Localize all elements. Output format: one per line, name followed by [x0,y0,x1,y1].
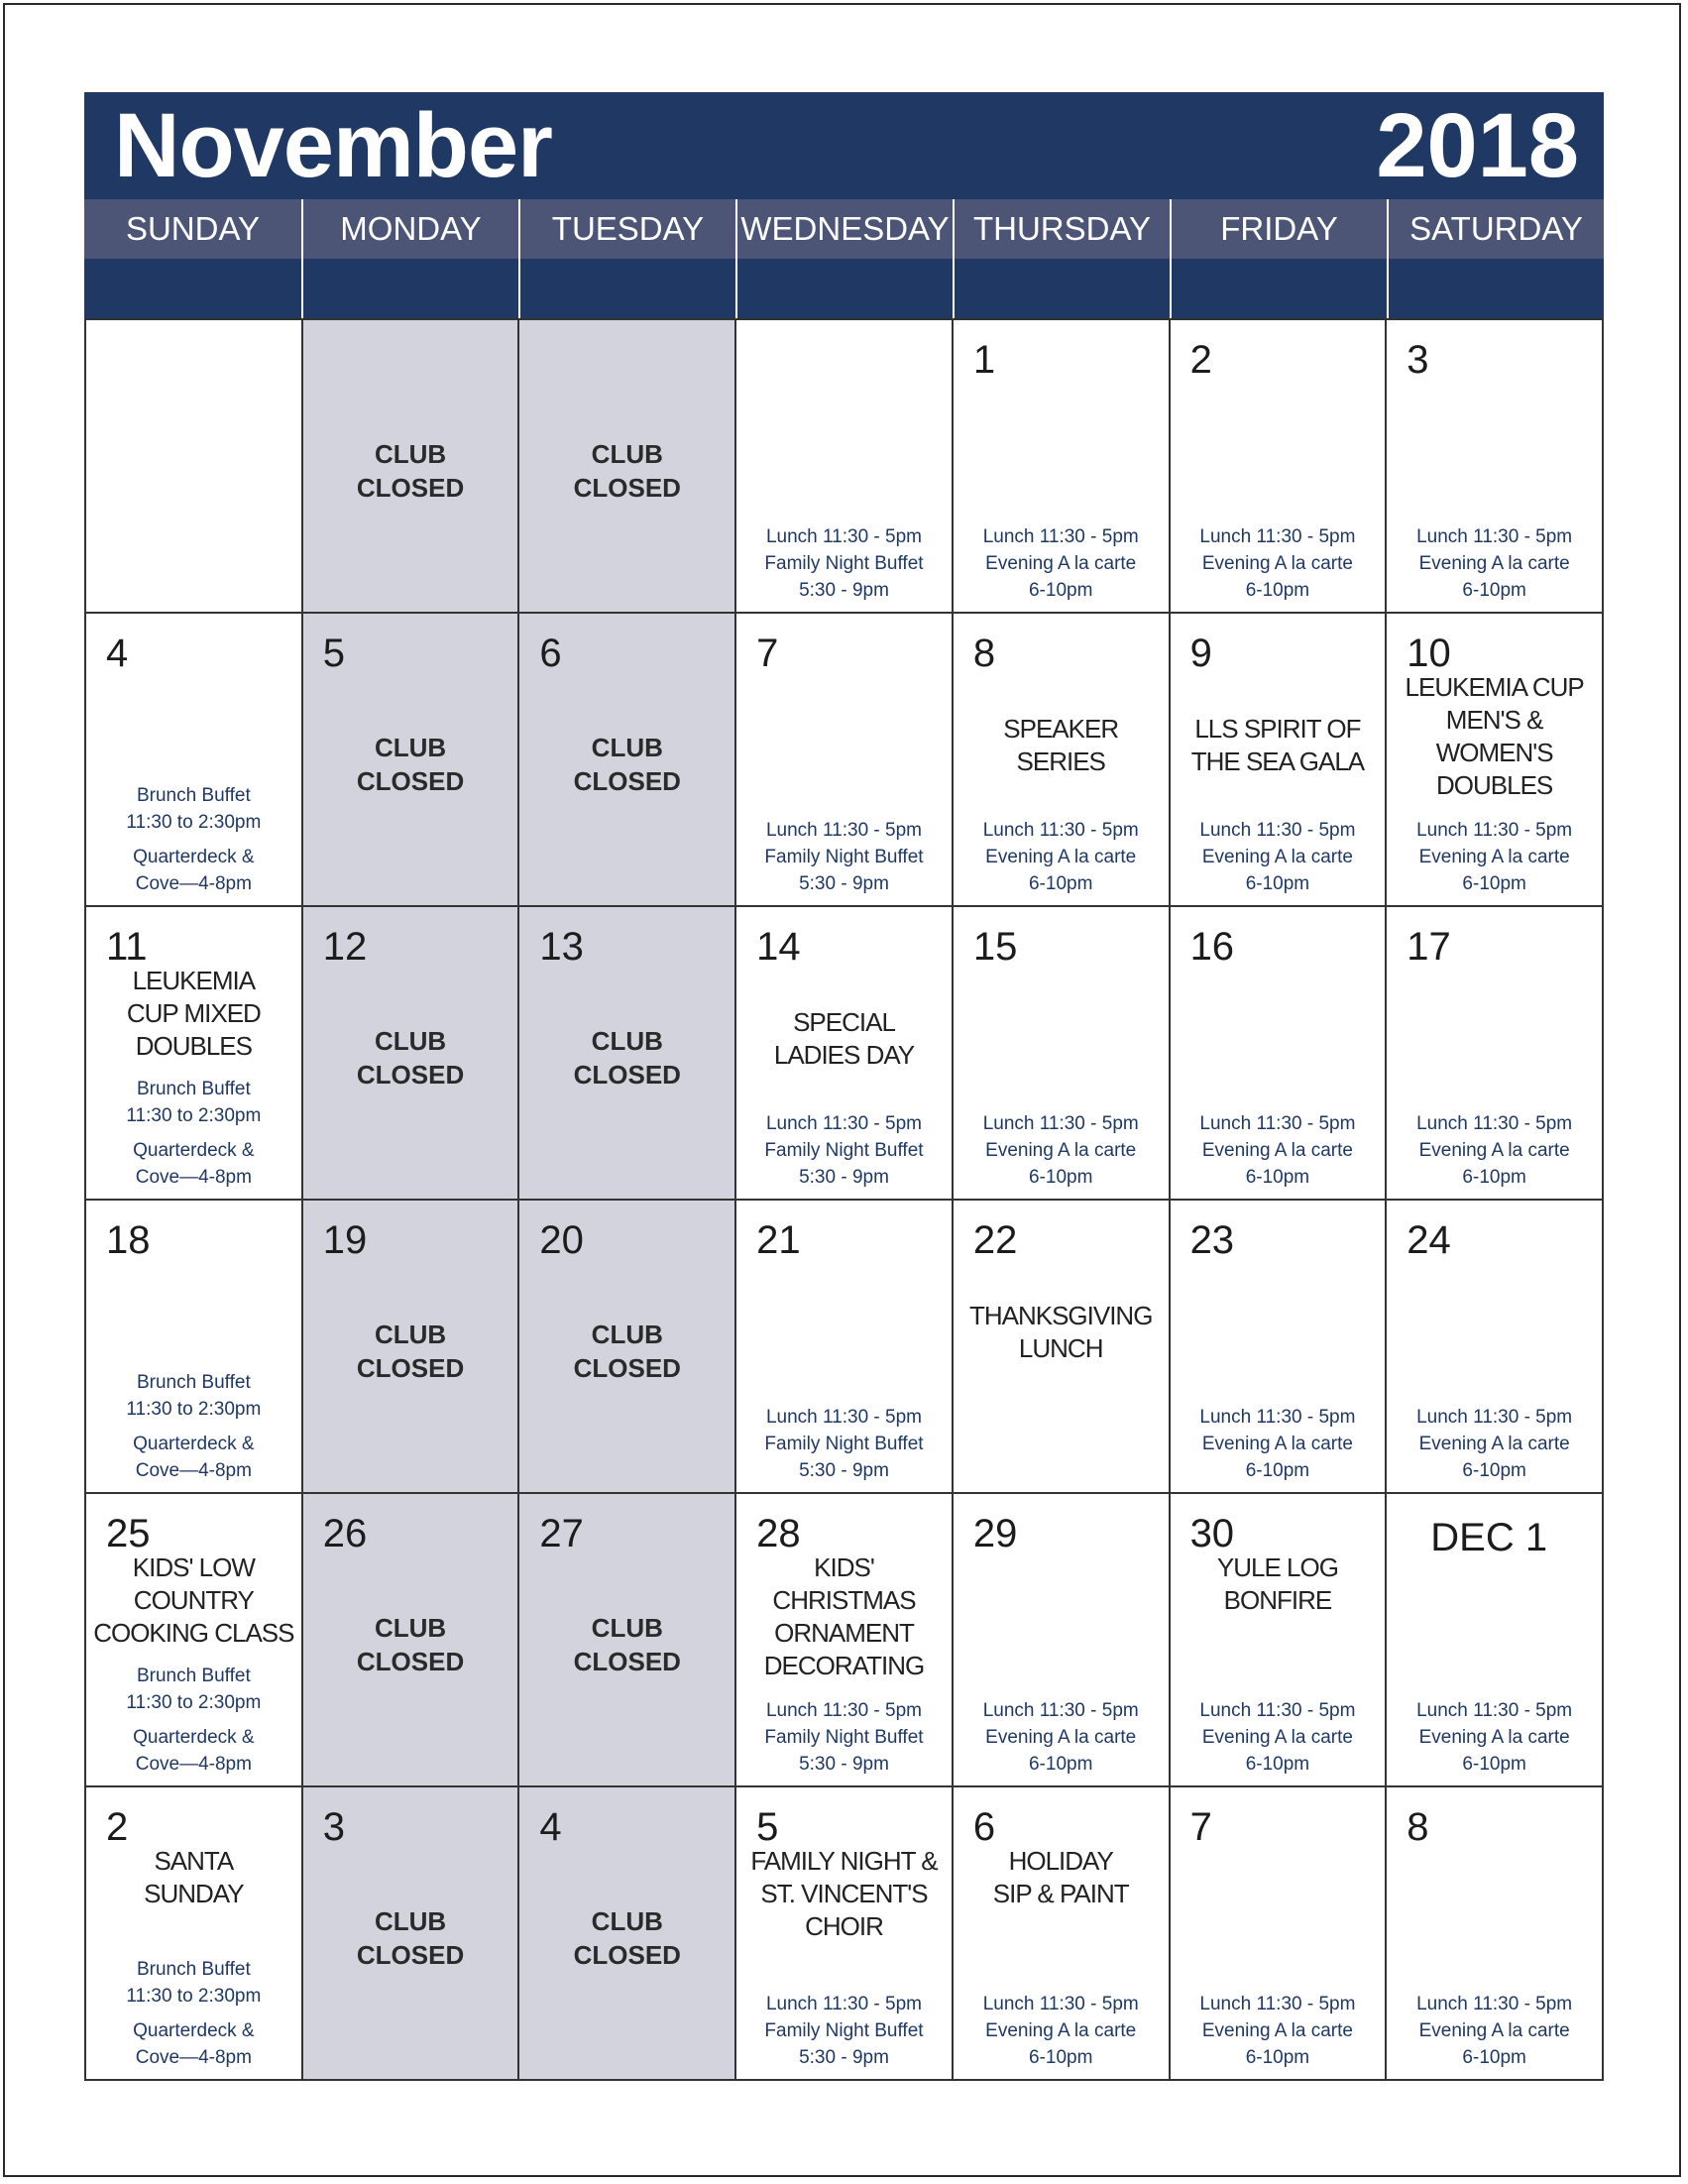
day-cell[interactable] [736,320,954,614]
day-cell[interactable] [1171,907,1388,1201]
hours-line: Lunch 11:30 - 5pm [982,820,1139,841]
day-cell[interactable] [954,614,1171,907]
event-title [954,713,1169,778]
event-title [86,965,301,1063]
hours-line: 6-10pm [1462,1460,1526,1481]
hours-line: Family Night Buffet [764,553,924,574]
day-cell[interactable] [303,907,520,1201]
day-number: 22 [972,1218,1018,1262]
hours-line: Brunch Buffet [136,1959,251,1980]
day-cell[interactable] [303,1787,520,2081]
hours-line: Evening A la carte [985,847,1137,867]
spacer [86,1423,301,1431]
day-cell[interactable] [303,320,520,614]
dining-hours [86,1369,301,1484]
weekday-friday: FRIDAY [1170,199,1387,259]
event-line: ST. VINCENT'S [760,1879,928,1908]
hours-line: 6-10pm [1245,2047,1310,2068]
day-cell[interactable] [1387,1787,1604,2081]
day-cell[interactable] [303,1201,520,1494]
weekday-wednesday: WEDNESDAY [735,199,953,259]
hours-line: Evening A la carte [1201,553,1353,574]
event-line: DECORATING [763,1651,925,1680]
hours-line: 5:30 - 9pm [799,1460,889,1481]
day-cell[interactable] [86,320,303,614]
hours-line: Cove—4-8pm [135,1460,252,1481]
hours-line: Family Night Buffet [764,847,924,867]
club-closed-label [519,1318,734,1385]
event-title [1171,713,1386,778]
day-cell[interactable] [86,907,303,1201]
calendar [84,92,1604,2081]
day-cell[interactable] [1387,907,1604,1201]
day-cell[interactable] [736,1787,954,2081]
day-number: 24 [1407,1218,1451,1262]
closed-line: CLUB [591,1613,663,1643]
event-title [86,1552,301,1650]
hours-line: Brunch Buffet [136,1666,251,1686]
hours-line: Lunch 11:30 - 5pm [765,1700,922,1721]
day-number: 21 [756,1218,801,1262]
event-line: SIP & PAINT [992,1879,1129,1908]
hours-line: 6-10pm [1245,580,1310,601]
hours-line: 6-10pm [1028,1754,1093,1775]
hours-line: Lunch 11:30 - 5pm [1199,820,1356,841]
club-closed-label [519,1611,734,1678]
day-cell[interactable] [1171,320,1388,614]
closed-line: CLOSED [573,1940,681,1970]
day-number: 28 [756,1512,801,1555]
hours-line: 11:30 to 2:30pm [126,812,262,833]
hours-line: Lunch 11:30 - 5pm [765,820,922,841]
day-cell[interactable] [736,614,954,907]
dining-hours [1387,1110,1602,1191]
closed-line: CLUB [591,1026,663,1056]
closed-line: CLOSED [356,1060,465,1090]
hours-line: Lunch 11:30 - 5pm [1199,526,1356,547]
hours-line: Lunch 11:30 - 5pm [982,1113,1139,1134]
club-closed-label [303,1904,518,1972]
day-number: 10 [1407,632,1451,675]
dining-hours [86,1956,301,2071]
dining-hours [1171,1110,1386,1191]
hours-line: 6-10pm [1028,1167,1093,1188]
hours-line: Cove—4-8pm [135,2047,252,2068]
hours-line: 11:30 to 2:30pm [126,1105,262,1126]
event-line: YULE LOG [1216,1552,1338,1582]
dining-hours [736,1110,952,1191]
dining-hours [1387,1991,1602,2071]
event-line: THE SEA GALA [1190,747,1365,776]
event-title [736,1552,952,1682]
hours-line: 5:30 - 9pm [799,873,889,894]
hours-line: Family Night Buffet [764,1434,924,1454]
weekday-saturday: SATURDAY [1387,199,1604,259]
calendar-header [84,92,1604,199]
closed-line: CLUB [591,439,663,469]
event-line: SERIES [1016,747,1105,776]
hours-line: Brunch Buffet [136,1372,251,1393]
hours-line: 11:30 to 2:30pm [126,1399,262,1420]
day-cell[interactable] [1171,614,1388,907]
closed-line: CLOSED [573,1353,681,1383]
closed-line: CLOSED [573,473,681,503]
day-cell[interactable] [519,1201,736,1494]
hours-line: Evening A la carte [1201,2020,1353,2041]
dining-hours [1171,817,1386,897]
day-number: 18 [106,1218,151,1262]
hours-line: Lunch 11:30 - 5pm [982,1700,1139,1721]
day-number: 8 [1407,1805,1429,1849]
dining-hours [954,1991,1169,2071]
day-cell[interactable] [1387,1494,1604,1787]
event-line: COOKING CLASS [93,1618,294,1648]
closed-line: CLOSED [573,766,681,796]
weekday-thursday: THURSDAY [953,199,1170,259]
closed-line: CLUB [374,733,447,762]
hours-line: 6-10pm [1245,873,1310,894]
hours-line: 11:30 to 2:30pm [126,1986,262,2007]
hours-line: Lunch 11:30 - 5pm [1416,1407,1573,1428]
hours-line: Lunch 11:30 - 5pm [982,1994,1139,2014]
dining-hours [1387,1404,1602,1484]
hours-line: Lunch 11:30 - 5pm [765,1407,922,1428]
hours-line: Evening A la carte [1418,2020,1570,2041]
weekday-sunday: SUNDAY [125,210,261,247]
day-cell[interactable] [736,1494,954,1787]
club-closed-label [519,437,734,505]
closed-line: CLOSED [356,1647,465,1676]
event-line: CUP MIXED [126,998,261,1028]
day-cell[interactable] [1171,1201,1388,1494]
club-closed-label [303,437,518,505]
day-number: 15 [972,925,1018,969]
dining-hours [954,1110,1169,1191]
day-cell[interactable] [519,1787,736,2081]
hours-line: Lunch 11:30 - 5pm [1416,526,1573,547]
closed-line: CLOSED [573,1647,681,1676]
event-line: KIDS' [814,1552,874,1582]
event-line: LEUKEMIA [132,966,256,995]
day-number: 19 [322,1218,368,1262]
club-closed-label [303,731,518,798]
day-number: 2 [1189,338,1212,382]
dining-hours [954,817,1169,897]
day-cell[interactable] [86,1494,303,1787]
hours-line: Lunch 11:30 - 5pm [1416,1700,1573,1721]
day-number: 16 [1189,925,1235,969]
event-line: LUNCH [1018,1333,1103,1363]
event-line: COUNTRY [133,1585,254,1615]
closed-line: CLOSED [356,766,465,796]
hours-line: Evening A la carte [985,1140,1137,1161]
dining-hours [736,1404,952,1484]
hours-line: 6-10pm [1028,2047,1093,2068]
hours-line: Quarterdeck & [133,1434,255,1454]
dining-hours [1387,817,1602,897]
hours-line: 6-10pm [1462,580,1526,601]
event-line: SPEAKER [1003,714,1119,744]
hours-line: Lunch 11:30 - 5pm [1199,1700,1356,1721]
event-line: CHRISTMAS [772,1585,916,1615]
hours-line: 6-10pm [1028,580,1093,601]
closed-line: CLUB [591,733,663,762]
dining-hours [1387,523,1602,604]
hours-line: Evening A la carte [1418,1727,1570,1748]
dining-hours [86,1663,301,1778]
hours-line: 6-10pm [1245,1460,1310,1481]
day-number: 5 [322,632,345,675]
day-cell[interactable] [519,320,736,614]
hours-line: Family Night Buffet [764,2020,924,2041]
day-number: DEC 1 [1430,1516,1548,1559]
event-line: DOUBLES [135,1031,252,1061]
hours-line: Cove—4-8pm [135,1167,252,1188]
closed-line: CLUB [374,439,447,469]
day-cell[interactable] [736,907,954,1201]
day-cell[interactable] [954,907,1171,1201]
day-number: 1 [972,338,996,382]
hours-line: Quarterdeck & [133,1727,255,1748]
event-line: FAMILY NIGHT & [750,1846,938,1876]
day-number: 20 [539,1218,584,1262]
calendar-grid [84,318,1604,2081]
day-number: 7 [756,632,779,675]
hours-line: 6-10pm [1028,873,1093,894]
day-cell[interactable] [519,907,736,1201]
dining-hours [736,523,952,604]
dining-hours [1171,523,1386,604]
day-cell[interactable] [954,1787,1171,2081]
day-number: 12 [322,925,368,969]
dining-hours [86,1076,301,1191]
hours-line: Lunch 11:30 - 5pm [1199,1994,1356,2014]
hours-line: Lunch 11:30 - 5pm [1199,1407,1356,1428]
hours-line: Evening A la carte [1418,1434,1570,1454]
hours-line: Brunch Buffet [136,785,251,806]
event-line: MEN'S & [1445,705,1543,735]
event-title [736,1845,952,1943]
year-title: 2018 [1376,95,1579,196]
dining-hours [1171,1697,1386,1778]
hours-line: 5:30 - 9pm [799,1754,889,1775]
day-cell[interactable] [954,1201,1171,1494]
closed-line: CLUB [374,1320,447,1349]
day-cell[interactable] [86,614,303,907]
spacer [86,836,301,844]
hours-line: Lunch 11:30 - 5pm [1199,1113,1356,1134]
hours-line: Cove—4-8pm [135,1754,252,1775]
day-cell[interactable] [519,1494,736,1787]
closed-line: CLOSED [356,1940,465,1970]
day-number: 23 [1189,1218,1235,1262]
hours-line: Evening A la carte [1201,1140,1353,1161]
month-title: November [114,95,552,196]
dining-hours [736,817,952,897]
hours-line: Quarterdeck & [133,847,255,867]
day-number: 25 [106,1512,151,1555]
day-number: 7 [1189,1805,1212,1849]
day-number: 14 [756,925,801,969]
day-number: 17 [1407,925,1451,969]
day-number: 26 [322,1512,368,1555]
event-title [1387,671,1602,802]
day-number: 3 [322,1805,345,1849]
closed-line: CLUB [374,1906,447,1936]
day-number: 11 [106,925,148,969]
event-line: SANTA [154,1846,234,1876]
day-cell[interactable] [519,614,736,907]
hours-line: Evening A la carte [985,2020,1137,2041]
hours-line: 6-10pm [1245,1754,1310,1775]
event-line: HOLIDAY [1008,1846,1113,1876]
hours-line: Cove—4-8pm [135,873,252,894]
closed-line: CLUB [591,1906,663,1936]
day-cell[interactable] [86,1201,303,1494]
closed-line: CLUB [374,1026,447,1056]
hours-line: Lunch 11:30 - 5pm [765,1994,922,2014]
event-line: SPECIAL [793,1007,895,1037]
weekday-monday: MONDAY [301,199,518,259]
event-line: LEUKEMIA CUP [1405,672,1584,702]
spacer [86,1129,301,1137]
hours-line: Evening A la carte [1201,1434,1353,1454]
day-cell[interactable] [1171,1494,1388,1787]
day-number: 9 [1189,632,1212,675]
day-cell[interactable] [303,614,520,907]
hours-line: 5:30 - 9pm [799,2047,889,2068]
weekday-tuesday: TUESDAY [518,199,735,259]
day-cell[interactable] [736,1201,954,1494]
hours-line: Evening A la carte [985,553,1137,574]
dining-hours [86,782,301,897]
day-number: 4 [539,1805,562,1849]
event-line: ORNAMENT [774,1618,914,1648]
hours-line: Family Night Buffet [764,1727,924,1748]
hours-line: Evening A la carte [1201,1727,1353,1748]
event-line: LLS SPIRIT OF [1194,714,1361,744]
dining-hours [954,1697,1169,1778]
hours-line: Evening A la carte [1418,1140,1570,1161]
event-line: BONFIRE [1223,1585,1332,1615]
day-number: 27 [539,1512,584,1555]
dining-hours [1387,1697,1602,1778]
hours-line: Lunch 11:30 - 5pm [1416,1994,1573,2014]
day-cell[interactable] [1387,320,1604,614]
day-number: 4 [106,632,129,675]
hours-line: Evening A la carte [1201,847,1353,867]
event-title [954,1300,1169,1365]
dining-hours [736,1991,952,2071]
day-cell[interactable] [1171,1787,1388,2081]
hours-line: 6-10pm [1462,1754,1526,1775]
spacer [86,1716,301,1724]
closed-line: CLUB [374,1613,447,1643]
hours-line: Lunch 11:30 - 5pm [765,526,922,547]
club-closed-label [303,1024,518,1092]
day-cell[interactable] [303,1494,520,1787]
hours-line: Evening A la carte [1418,553,1570,574]
hours-line: 6-10pm [1245,1167,1310,1188]
hours-line: Brunch Buffet [136,1079,251,1099]
hours-line: 5:30 - 9pm [799,580,889,601]
hours-line: Lunch 11:30 - 5pm [765,1113,922,1134]
day-number: 5 [756,1805,779,1849]
day-number: 13 [539,925,584,969]
hours-line: 5:30 - 9pm [799,1167,889,1188]
hours-line: 6-10pm [1462,873,1526,894]
day-number: 30 [1189,1512,1235,1555]
hours-line: Evening A la carte [1418,847,1570,867]
closed-line: CLOSED [356,473,465,503]
header-spacer-row [84,259,1604,318]
day-cell[interactable] [1387,1201,1604,1494]
closed-line: CLUB [591,1320,663,1349]
event-line: LADIES DAY [773,1040,915,1070]
event-line: KIDS' LOW [132,1552,255,1582]
closed-line: CLOSED [573,1060,681,1090]
dining-hours [1171,1991,1386,2071]
event-line: DOUBLES [1436,770,1553,800]
event-line: CHOIR [805,1911,883,1941]
club-closed-label [519,731,734,798]
weekday-header-row [84,199,1604,259]
day-cell[interactable] [1387,614,1604,907]
day-number: 29 [972,1512,1018,1555]
day-cell[interactable] [86,1787,303,2081]
dining-hours [954,523,1169,604]
club-closed-label [519,1904,734,1972]
club-closed-label [303,1611,518,1678]
day-number: 2 [106,1805,129,1849]
hours-line: 6-10pm [1462,1167,1526,1188]
day-number: 6 [972,1805,996,1849]
hours-line: Evening A la carte [985,1727,1137,1748]
day-cell[interactable] [954,1494,1171,1787]
hours-line: Lunch 11:30 - 5pm [1416,1113,1573,1134]
event-line: WOMEN'S [1435,738,1553,767]
event-title [86,1845,301,1910]
club-closed-label [303,1318,518,1385]
event-title [736,1006,952,1072]
day-number: 8 [972,632,996,675]
spacer [86,2010,301,2017]
day-number: 3 [1407,338,1429,382]
dining-hours [736,1697,952,1778]
closed-line: CLOSED [356,1353,465,1383]
hours-line: Lunch 11:30 - 5pm [982,526,1139,547]
event-title [1171,1552,1386,1617]
event-line: THANKSGIVING [968,1301,1153,1330]
dining-hours [1171,1404,1386,1484]
hours-line: Quarterdeck & [133,2020,255,2041]
day-cell[interactable] [954,320,1171,614]
hours-line: Lunch 11:30 - 5pm [1416,820,1573,841]
club-closed-label [519,1024,734,1092]
hours-line: Family Night Buffet [764,1140,924,1161]
hours-line: Quarterdeck & [133,1140,255,1161]
hours-line: 11:30 to 2:30pm [126,1692,262,1713]
hours-line: 6-10pm [1462,2047,1526,2068]
day-number: 6 [539,632,562,675]
event-line: SUNDAY [144,1879,244,1908]
event-title [954,1845,1169,1910]
